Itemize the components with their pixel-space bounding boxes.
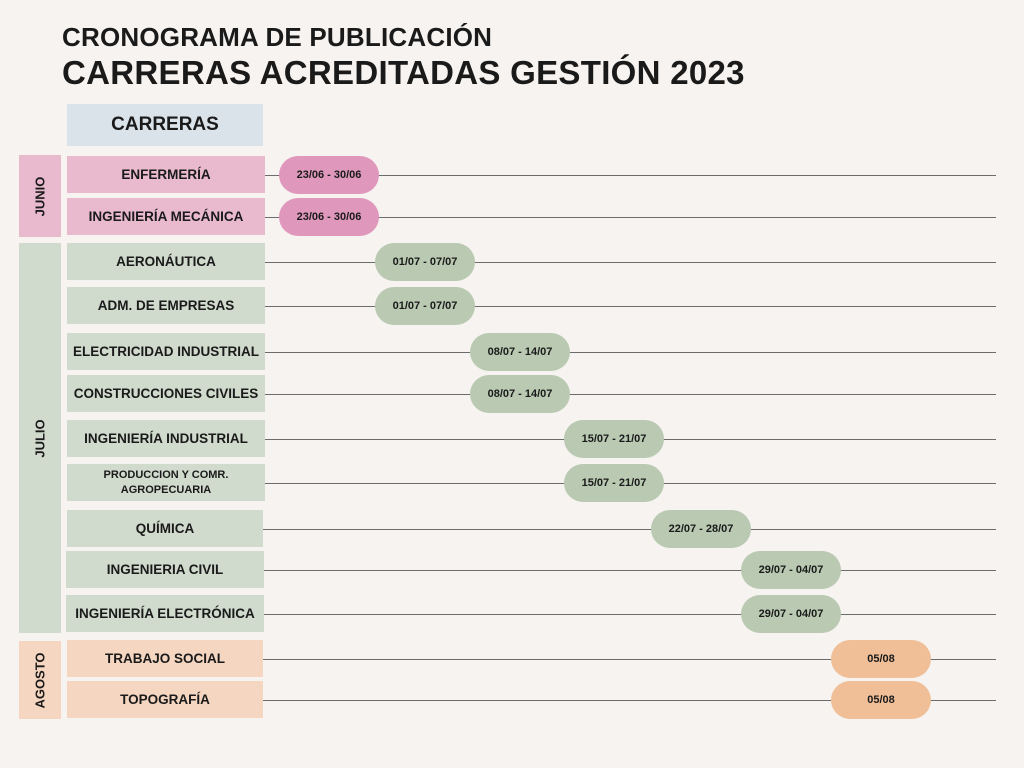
date-pill-ingenieria-electronica: 29/07 - 04/07 [741,595,841,633]
career-adm-de-empresas: ADM. DE EMPRESAS [67,287,265,324]
timeline-line [264,570,996,571]
career-aeronautica: AERONÁUTICA [67,243,265,280]
career-ingenieria-mecanica: INGENIERÍA MECÁNICA [67,198,265,235]
career-ingenieria-electronica: INGENIERÍA ELECTRÓNICA [66,595,264,632]
career-trabajo-social: TRABAJO SOCIAL [67,640,263,677]
career-produccion-agropecuaria: PRODUCCION Y COMR. AGROPECUARIA [67,464,265,501]
timeline-line [265,394,996,395]
career-ingenieria-civil: INGENIERIA CIVIL [66,551,264,588]
title-line-1: CRONOGRAMA DE PUBLICACIÓN [62,22,493,52]
title-line-2: CARRERAS ACREDITADAS GESTIÓN 2023 [62,54,745,91]
timeline-line [263,529,996,530]
career-ingenieria-industrial: INGENIERÍA INDUSTRIAL [67,420,265,457]
date-pill-enfermeria: 23/06 - 30/06 [279,156,379,194]
date-pill-adm-de-empresas: 01/07 - 07/07 [375,287,475,325]
timeline-line [264,614,996,615]
date-pill-produccion-agropecuaria: 15/07 - 21/07 [564,464,664,502]
month-label-agosto [19,641,61,719]
career-construcciones-civiles: CONSTRUCCIONES CIVILES [67,375,265,412]
careers-header: CARRERAS [67,104,263,146]
month-label-junio [19,155,61,237]
date-pill-quimica: 22/07 - 28/07 [651,510,751,548]
month-label-text: JULIO [32,418,48,458]
date-pill-ingenieria-industrial: 15/07 - 21/07 [564,420,664,458]
month-label-text: AGOSTO [32,651,48,709]
date-pill-construcciones-civiles: 08/07 - 14/07 [470,375,570,413]
career-enfermeria: ENFERMERÍA [67,156,265,193]
career-electricidad-industrial: ELECTRICIDAD INDUSTRIAL [67,333,265,370]
timeline-line [265,352,996,353]
career-quimica: QUÍMICA [67,510,263,547]
date-pill-electricidad-industrial: 08/07 - 14/07 [470,333,570,371]
career-topografia: TOPOGRAFÍA [67,681,263,718]
date-pill-trabajo-social: 05/08 [831,640,931,678]
date-pill-aeronautica: 01/07 - 07/07 [375,243,475,281]
month-label-text: JUNIO [32,176,48,216]
month-label-julio [19,243,61,633]
date-pill-ingenieria-mecanica: 23/06 - 30/06 [279,198,379,236]
date-pill-ingenieria-civil: 29/07 - 04/07 [741,551,841,589]
date-pill-topografia: 05/08 [831,681,931,719]
